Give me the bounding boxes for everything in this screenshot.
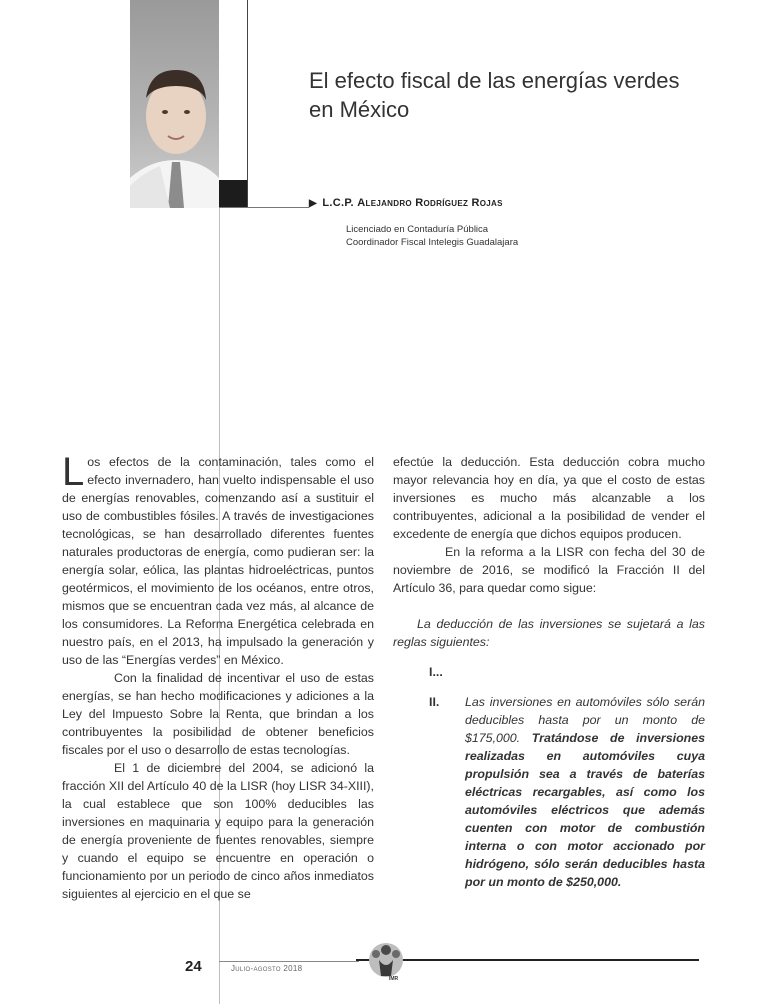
triangle-arrow-icon: ▶ bbox=[309, 198, 317, 209]
publisher-logo-icon bbox=[360, 936, 412, 988]
author-portrait bbox=[130, 0, 219, 208]
paragraph: Los efectos de la contaminación, tales como el efecto invernadero, han vuelto indispensable el uso de energías renovables, comenzando así a sustituir el uso de combustibles fósiles. A través de investigaciones tecnológicas, se han desarrollado diferentes fuentes naturales productoras de energía, como pudieran ser: la energía solar, eólica, las plantas hidroeléctricas, puntos geotérmicos, el movimiento de los océanos, entre otros, mismos que se encuentran cada vez más, al alcance de los consumidores. La Reforma Energética celebrada en nuestro país, en el 2013, ha impulsado la generación y uso de las “Energías verdes” en México. bbox=[62, 450, 374, 667]
author-byline bbox=[309, 197, 503, 209]
list-item bbox=[393, 693, 705, 891]
law-quote: La deducción de las inversiones se sujetará a las reglas siguientes: bbox=[393, 617, 705, 649]
paragraph: efectúe la deducción. Esta deducción cobra mucho mayor relevancia hoy en día, ya que el costo de estas inversiones es mucho más alcanzable a los contribuyentes, adicional a la posibilidad de vender el excedente de energía que dichos equipos producen. bbox=[393, 455, 705, 541]
issue-date: Julio-agosto 2018 bbox=[231, 964, 303, 973]
left-column bbox=[62, 450, 374, 903]
author-rule bbox=[219, 207, 309, 208]
emphasis-text: Tratándose de inversiones realizadas en automóviles cuya propulsión sea a través de baterías eléctricas recargables, así como los automóviles eléctricos que además cuenten con motor de combustión interna o con motor accionado por hidrógeno, sólo serán deducibles hasta por un monto de $250,000. bbox=[465, 731, 705, 889]
credential-line: Coordinador Fiscal Intelegis Guadalajara bbox=[346, 237, 519, 248]
logo-text: IMR bbox=[389, 976, 399, 982]
decorative-square bbox=[219, 180, 247, 208]
author-credentials bbox=[346, 223, 518, 249]
paragraph: Con la finalidad de incentivar el uso de estas energías, se han hecho modificaciones y adiciones a la Ley del Impuesto Sobre la Renta, que brindan a los contribuyentes la posibilidad de obtener beneficios fiscales por el uso o desarrollo de estas tecnologías. bbox=[62, 671, 374, 757]
author-name: Alejandro Rodríguez Rojas bbox=[357, 197, 503, 209]
paragraph: El 1 de diciembre del 2004, se adicionó la fracción XII del Artículo 40 de la LISR (hoy LISR 34-XIII), la cual establece que son 100% deducibles las inversiones en maquinaria y equipo para la generación de energía proveniente de fuentes renovables, siempre y cuando el equipo se encuentre en operación o funcionamiento por un periodo de cinco años inmediatos siguientes al ejercicio en el que se bbox=[62, 761, 374, 901]
drop-cap: L bbox=[62, 450, 85, 494]
list-item: I... bbox=[429, 665, 443, 679]
right-column bbox=[393, 453, 705, 891]
article-title: El efecto fiscal de las energías verdes en México bbox=[309, 68, 680, 122]
list-item-text: Las inversiones en automóviles sólo serán deducibles hasta por un monto de $175,000. Tratándose de inversiones realizadas en automóviles cuya propulsión sea a través de baterías eléctricas recargables, así como los automóviles eléctricos que además cuenten con motor de combustión interna o con motor accionado por hidrógeno, sólo serán deducibles hasta por un monto de $250,000. bbox=[465, 695, 705, 889]
author-photo bbox=[130, 0, 219, 208]
author-prefix: L.C.P. bbox=[322, 197, 354, 209]
paragraph: En la reforma a la LISR con fecha del 30 de noviembre de 2016, se modificó la Fracción II del Artículo 36, para quedar como sigue: bbox=[393, 545, 705, 595]
decorative-rule-vertical bbox=[247, 0, 248, 208]
list-item-number: II. bbox=[429, 695, 440, 709]
credential-line: Licenciado en Contaduría Pública bbox=[346, 224, 489, 235]
page-number: 24 bbox=[185, 958, 202, 975]
footer-rule-thin bbox=[219, 961, 359, 962]
